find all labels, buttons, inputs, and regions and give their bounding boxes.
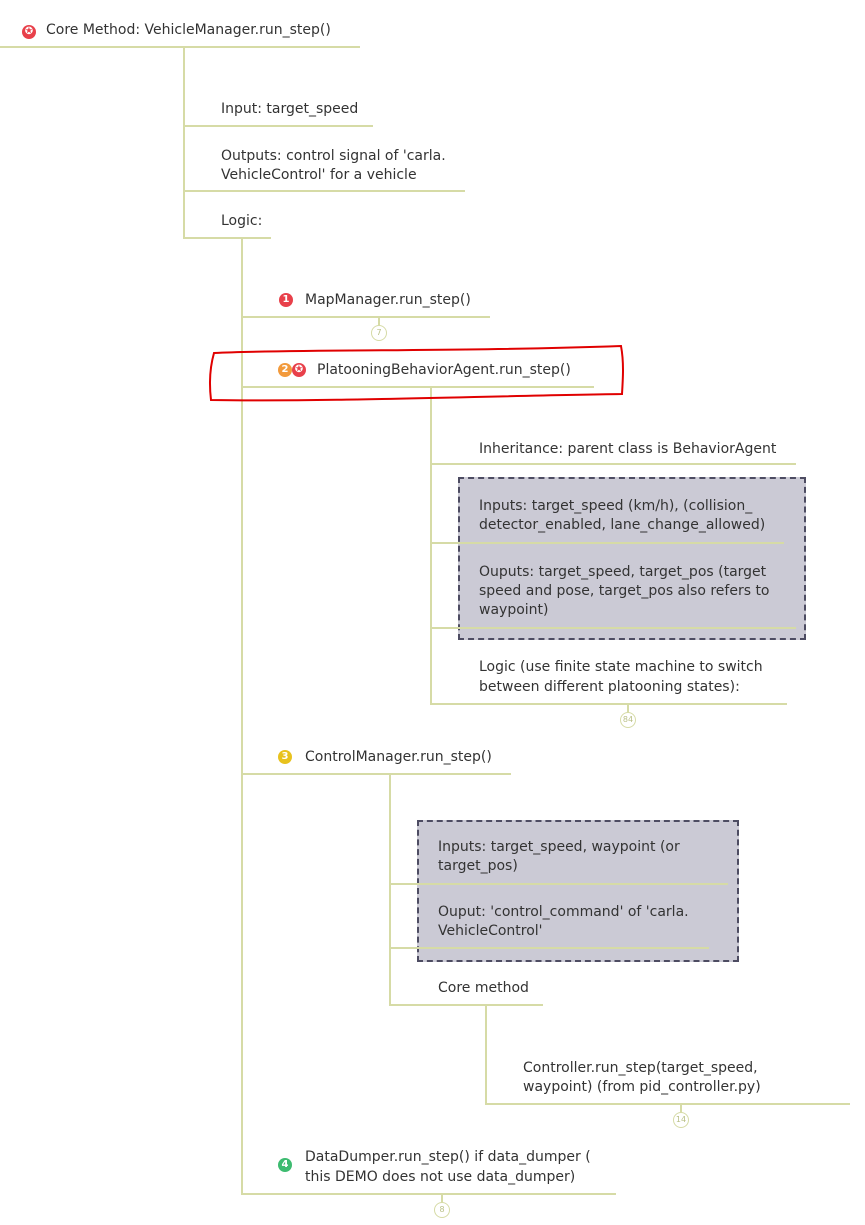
root-title[interactable]: Core Method: VehicleManager.run_step() <box>46 22 331 38</box>
step-3-controller-1[interactable]: Controller.run_step(target_speed, <box>523 1060 758 1076</box>
step-1-label[interactable]: MapManager.run_step() <box>305 292 471 308</box>
step-2-logic-2[interactable]: between different platooning states): <box>479 679 740 695</box>
step-4-label-2[interactable]: this DEMO does not use data_dumper) <box>305 1169 576 1185</box>
step-3-count: 14 <box>673 1112 689 1128</box>
step-3-inputs-1[interactable]: Inputs: target_speed, waypoint (or <box>438 839 680 855</box>
step-3-output-1[interactable]: Ouput: 'control_command' of 'carla. <box>438 904 689 920</box>
step-1-badge: 1 <box>279 293 293 307</box>
root-outputs-2[interactable]: VehicleControl' for a vehicle <box>221 167 417 183</box>
step-4-badge: 4 <box>278 1158 292 1172</box>
step-2-label[interactable]: PlatooningBehaviorAgent.run_step() <box>317 362 571 378</box>
step-2-inheritance[interactable]: Inheritance: parent class is BehaviorAgent <box>479 441 777 457</box>
step-3-label[interactable]: ControlManager.run_step() <box>305 749 492 765</box>
root-input[interactable]: Input: target_speed <box>221 101 359 117</box>
step-2-badge: 2 <box>278 363 292 377</box>
root-logic[interactable]: Logic: <box>221 213 263 229</box>
step-3-core-method[interactable]: Core method <box>438 980 529 996</box>
step-3-badge: 3 <box>278 750 292 764</box>
step-2-outputs-3[interactable]: waypoint) <box>479 602 549 618</box>
step-2-inputs-1[interactable]: Inputs: target_speed (km/h), (collision_ <box>479 498 753 514</box>
step-2-count: 84 <box>620 712 636 728</box>
root-outputs-1[interactable]: Outputs: control signal of 'carla. <box>221 148 446 164</box>
step-3-output-2[interactable]: VehicleControl' <box>438 923 543 939</box>
step-2-inputs-2[interactable]: detector_enabled, lane_change_allowed) <box>479 517 766 533</box>
step-4-label-1[interactable]: DataDumper.run_step() if data_dumper ( <box>305 1149 591 1165</box>
step-1-count: 7 <box>371 325 387 341</box>
step-3-controller-2[interactable]: waypoint) (from pid_controller.py) <box>523 1079 761 1095</box>
step-2-outputs-1[interactable]: Ouputs: target_speed, target_pos (target <box>479 564 767 580</box>
step-3-inputs-2[interactable]: target_pos) <box>438 858 518 874</box>
step-4-count: 8 <box>434 1202 450 1218</box>
step-2-star-icon: ✪ <box>292 363 306 377</box>
star-badge-icon: ✪ <box>22 25 36 39</box>
step-2-logic-1[interactable]: Logic (use finite state machine to switch <box>479 659 763 675</box>
step-2-outputs-2[interactable]: speed and pose, target_pos also refers to <box>479 583 770 599</box>
